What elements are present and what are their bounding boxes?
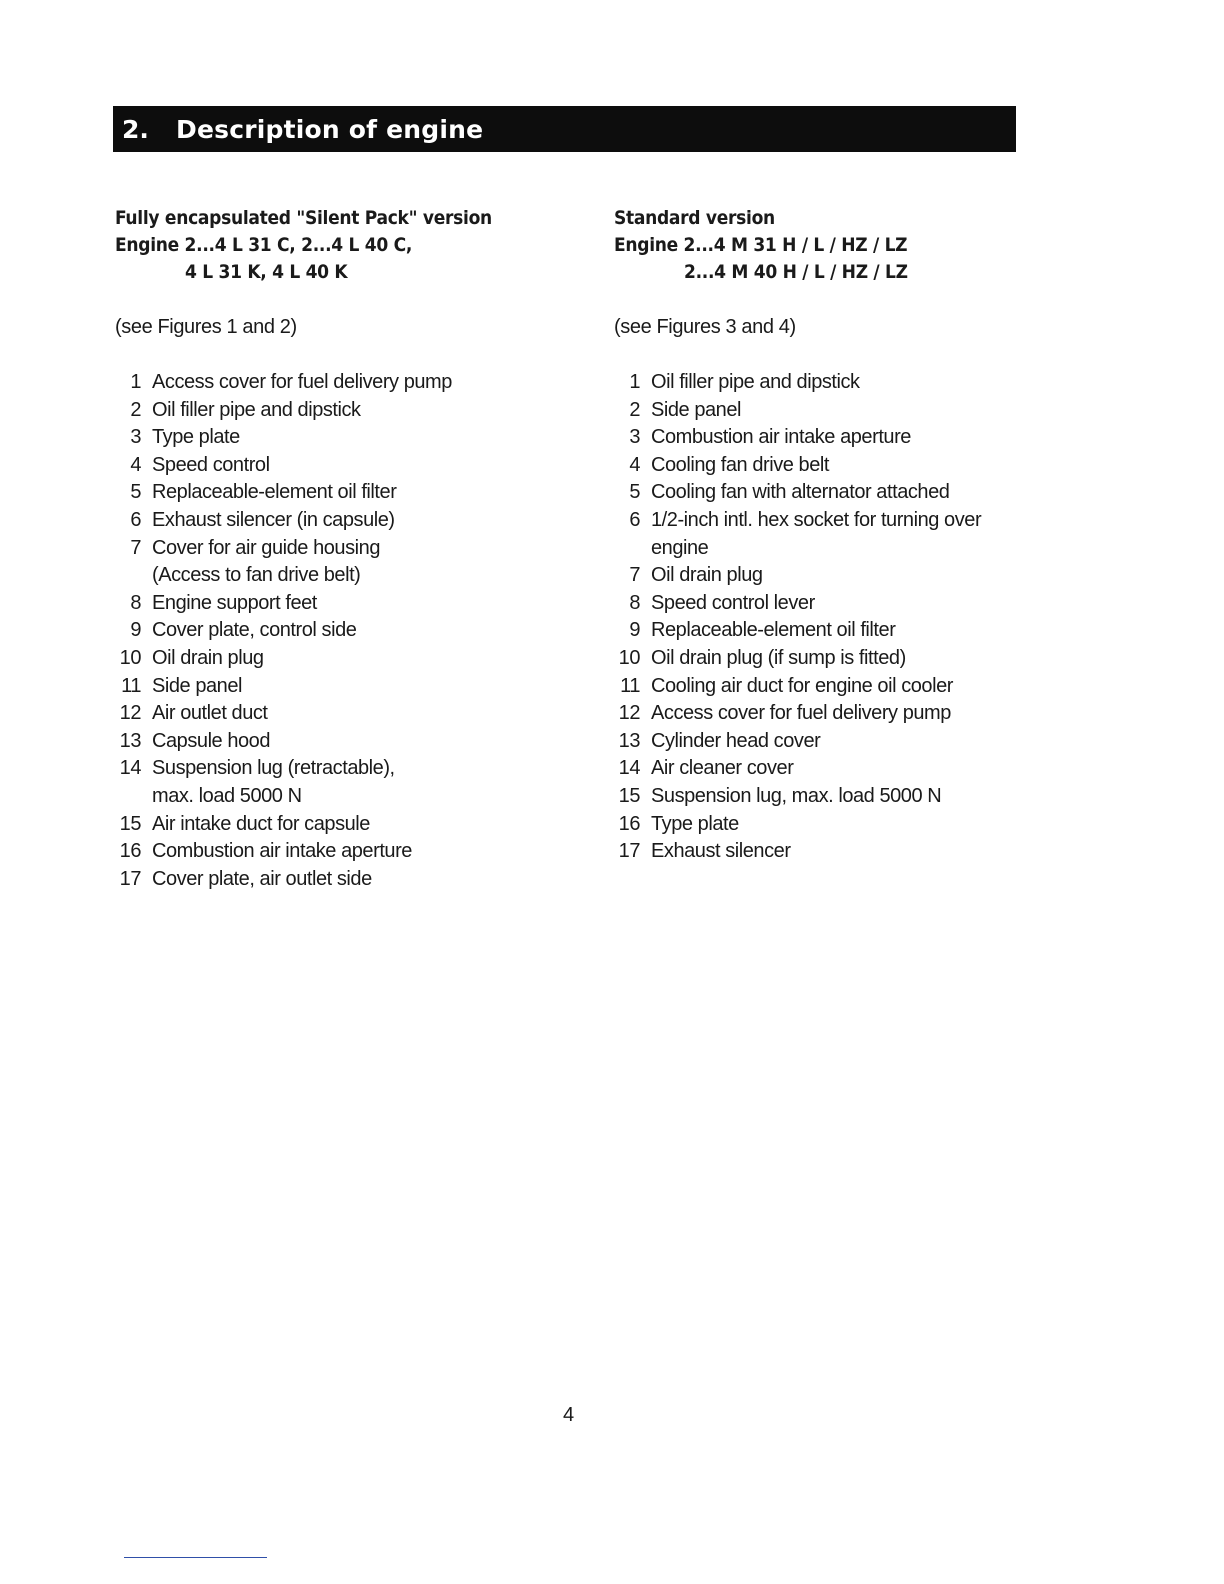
list-item bbox=[115, 369, 585, 397]
item-number: 11 bbox=[121, 674, 141, 697]
item-text-line: Combustion air intake aperture bbox=[152, 840, 412, 863]
item-text bbox=[651, 700, 1014, 728]
list-item bbox=[614, 369, 1014, 397]
section-title: Description of engine bbox=[176, 114, 484, 144]
item-text-line: Cooling air duct for engine oil cooler bbox=[651, 674, 953, 697]
item-text-line: Access cover for fuel delivery pump bbox=[152, 371, 452, 393]
item-text-line: Air intake duct for capsule bbox=[152, 812, 370, 835]
item-text bbox=[651, 673, 1014, 701]
list-item bbox=[115, 866, 585, 894]
item-text-line: Exhaust silencer bbox=[651, 840, 791, 863]
item-text-line: Cover plate, air outlet side bbox=[152, 867, 372, 890]
list-item bbox=[614, 838, 1014, 866]
list-item bbox=[614, 562, 1014, 590]
item-number: 4 bbox=[130, 453, 141, 476]
heading-line: 4 L 31 K, 4 L 40 K bbox=[185, 261, 348, 283]
item-number: 3 bbox=[130, 426, 141, 449]
item-text-line: Cooling fan with alternator attached bbox=[651, 481, 950, 504]
item-text bbox=[152, 645, 585, 673]
component-list bbox=[614, 369, 1014, 866]
list-item bbox=[614, 783, 1014, 811]
item-text bbox=[651, 838, 1014, 866]
item-text bbox=[152, 838, 585, 866]
item-number: 13 bbox=[119, 729, 141, 752]
section-number: 2. bbox=[122, 114, 149, 144]
list-item bbox=[115, 617, 585, 645]
standard-version-heading bbox=[614, 205, 1014, 286]
item-text bbox=[651, 590, 1014, 618]
item-text-line: Oil drain plug bbox=[152, 646, 264, 669]
item-text bbox=[152, 590, 585, 618]
standard-version-column bbox=[614, 205, 1014, 866]
item-text-line: Suspension lug, max. load 5000 N bbox=[651, 784, 942, 807]
item-text bbox=[651, 452, 1014, 480]
item-text-line: (Access to fan drive belt) bbox=[152, 564, 361, 587]
item-number: 6 bbox=[130, 508, 141, 531]
item-text bbox=[651, 783, 1014, 811]
component-list bbox=[115, 369, 585, 893]
list-item bbox=[614, 452, 1014, 480]
silent-pack-column bbox=[115, 205, 585, 893]
item-text bbox=[651, 369, 1014, 397]
list-item bbox=[115, 700, 585, 728]
item-text-line: Side panel bbox=[152, 674, 243, 697]
item-text bbox=[651, 507, 1014, 562]
item-text bbox=[152, 535, 585, 590]
item-number: 15 bbox=[618, 784, 640, 807]
item-text-line: Exhaust silencer (in capsule) bbox=[152, 508, 395, 531]
item-text bbox=[651, 645, 1014, 673]
item-text-line: Speed control lever bbox=[651, 591, 815, 614]
item-text bbox=[152, 369, 585, 397]
list-item bbox=[614, 590, 1014, 618]
list-item bbox=[614, 397, 1014, 425]
item-number: 8 bbox=[130, 591, 141, 614]
list-item bbox=[115, 838, 585, 866]
item-text bbox=[152, 866, 585, 894]
item-number: 9 bbox=[130, 619, 141, 642]
footer-rule bbox=[124, 1557, 267, 1558]
list-item bbox=[115, 479, 585, 507]
item-text-line: engine bbox=[651, 536, 709, 559]
item-text-line: Cooling fan drive belt bbox=[651, 453, 829, 476]
heading-line: Engine 2...4 M 31 H / L / HZ / LZ bbox=[614, 234, 908, 256]
heading-line: Standard version bbox=[614, 207, 775, 229]
item-number: 9 bbox=[629, 619, 640, 642]
list-item bbox=[115, 590, 585, 618]
item-text bbox=[651, 755, 1014, 783]
item-number: 2 bbox=[130, 398, 141, 421]
item-text bbox=[152, 755, 585, 810]
item-number: 2 bbox=[629, 398, 640, 421]
list-item bbox=[115, 535, 585, 590]
item-text-line: Side panel bbox=[651, 398, 742, 421]
item-text-line: Oil drain plug (if sump is fitted) bbox=[651, 646, 906, 669]
item-number: 5 bbox=[629, 481, 640, 504]
item-number: 12 bbox=[618, 702, 640, 725]
item-text-line: Air outlet duct bbox=[152, 702, 268, 725]
item-text-line: 1/2-inch intl. hex socket for turning over bbox=[651, 508, 982, 531]
item-text-line: Oil drain plug bbox=[651, 564, 763, 587]
list-item bbox=[115, 755, 585, 810]
item-text bbox=[651, 397, 1014, 425]
item-text-line: Combustion air intake aperture bbox=[651, 426, 911, 449]
item-number: 17 bbox=[119, 867, 141, 890]
item-text-line: Replaceable-element oil filter bbox=[152, 481, 397, 504]
list-item bbox=[115, 397, 585, 425]
item-text-line: Capsule hood bbox=[152, 729, 271, 752]
list-item bbox=[614, 645, 1014, 673]
item-text-line: Engine support feet bbox=[152, 591, 317, 614]
item-number: 17 bbox=[618, 840, 640, 863]
item-text-line: Replaceable-element oil filter bbox=[651, 619, 896, 642]
item-number: 1 bbox=[130, 371, 141, 393]
item-number: 3 bbox=[629, 426, 640, 449]
item-number: 16 bbox=[119, 840, 141, 863]
list-item bbox=[614, 673, 1014, 701]
item-text bbox=[152, 397, 585, 425]
item-text bbox=[152, 507, 585, 535]
item-text-line: Cover plate, control side bbox=[152, 619, 357, 642]
item-number: 10 bbox=[618, 646, 640, 669]
item-text bbox=[651, 617, 1014, 645]
item-number: 10 bbox=[119, 646, 141, 669]
figure-reference: (see Figures 1 and 2) bbox=[115, 316, 297, 338]
item-text-line: Oil filler pipe and dipstick bbox=[651, 371, 860, 393]
item-text-line: Cover for air guide housing bbox=[152, 536, 380, 559]
list-item bbox=[614, 811, 1014, 839]
item-text bbox=[152, 617, 585, 645]
item-number: 8 bbox=[629, 591, 640, 614]
item-text bbox=[152, 728, 585, 756]
item-text-line: Cylinder head cover bbox=[651, 729, 821, 752]
item-text bbox=[152, 700, 585, 728]
item-text bbox=[152, 479, 585, 507]
item-text-line: Type plate bbox=[152, 426, 240, 449]
heading-line: Fully encapsulated "Silent Pack" version bbox=[115, 207, 492, 229]
item-text bbox=[152, 424, 585, 452]
list-item bbox=[115, 452, 585, 480]
item-text bbox=[152, 811, 585, 839]
item-number: 4 bbox=[629, 453, 640, 476]
list-item bbox=[614, 617, 1014, 645]
item-number: 7 bbox=[130, 536, 141, 559]
list-item bbox=[614, 755, 1014, 783]
figure-reference: (see Figures 3 and 4) bbox=[614, 316, 796, 338]
item-text-line: Access cover for fuel delivery pump bbox=[651, 702, 951, 725]
item-number: 14 bbox=[618, 757, 640, 780]
item-number: 14 bbox=[119, 757, 141, 780]
item-text-line: Air cleaner cover bbox=[651, 757, 794, 780]
list-item bbox=[614, 507, 1014, 562]
list-item bbox=[115, 424, 585, 452]
item-text bbox=[651, 562, 1014, 590]
item-number: 16 bbox=[618, 812, 640, 835]
item-number: 1 bbox=[629, 371, 640, 393]
item-text-line: max. load 5000 N bbox=[152, 784, 302, 807]
item-text bbox=[651, 728, 1014, 756]
silent-pack-heading bbox=[115, 205, 585, 286]
item-text-line: Speed control bbox=[152, 453, 270, 476]
item-number: 5 bbox=[130, 481, 141, 504]
item-text bbox=[152, 452, 585, 480]
item-number: 6 bbox=[629, 508, 640, 531]
list-item bbox=[115, 507, 585, 535]
item-number: 11 bbox=[620, 674, 640, 697]
item-number: 13 bbox=[618, 729, 640, 752]
heading-line: 2...4 M 40 H / L / HZ / LZ bbox=[684, 261, 908, 283]
list-item bbox=[115, 728, 585, 756]
list-item bbox=[614, 700, 1014, 728]
heading-line: Engine 2...4 L 31 C, 2...4 L 40 C, bbox=[115, 234, 413, 256]
item-text-line: Suspension lug (retractable), bbox=[152, 757, 395, 780]
page-number: 4 bbox=[563, 1404, 575, 1426]
list-item bbox=[115, 673, 585, 701]
section-header bbox=[113, 106, 1016, 152]
item-text-line: Oil filler pipe and dipstick bbox=[152, 398, 361, 421]
item-text bbox=[152, 673, 585, 701]
list-item bbox=[614, 424, 1014, 452]
item-number: 7 bbox=[629, 564, 640, 587]
item-text-line: Type plate bbox=[651, 812, 739, 835]
item-text bbox=[651, 424, 1014, 452]
list-item bbox=[614, 728, 1014, 756]
list-item bbox=[115, 645, 585, 673]
item-text bbox=[651, 479, 1014, 507]
list-item bbox=[614, 479, 1014, 507]
list-item bbox=[115, 811, 585, 839]
item-number: 12 bbox=[119, 702, 141, 725]
item-text bbox=[651, 811, 1014, 839]
item-number: 15 bbox=[119, 812, 141, 835]
